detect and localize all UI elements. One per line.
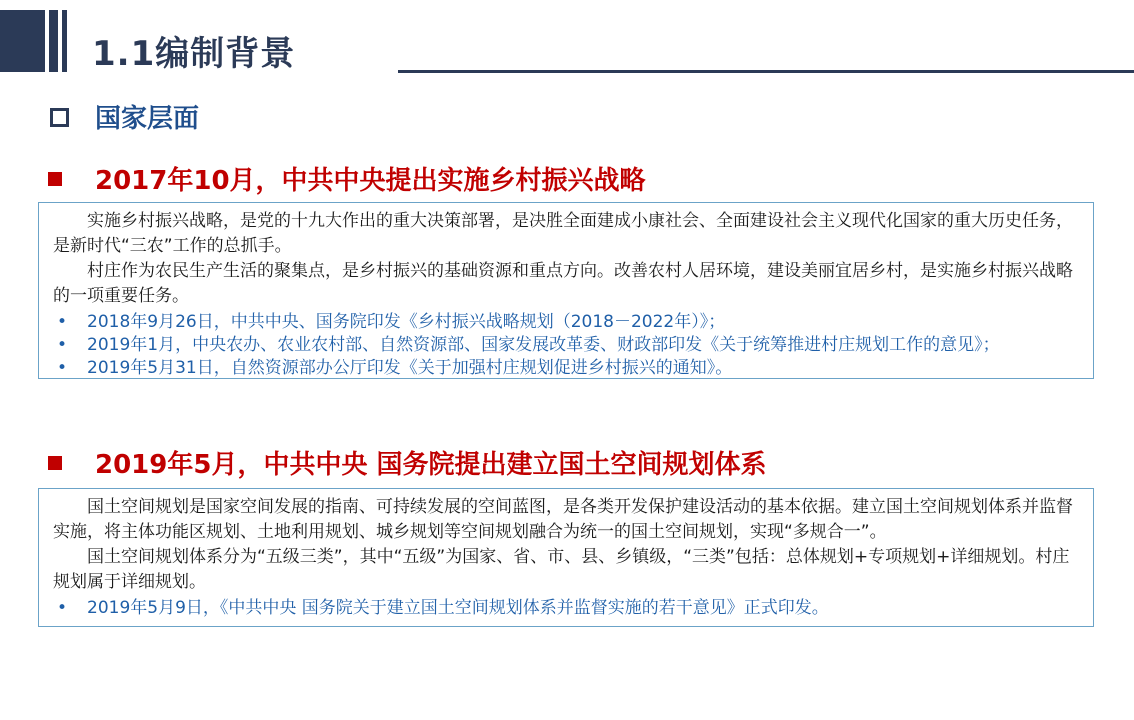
block2-bullet-list	[53, 597, 1083, 620]
block2-paragraph-2: 国土空间规划体系分为“五级三类”，其中“五级”为国家、省、市、县、乡镇级，“三类”包括：总体规划+专项规划+详细规划。村庄规划属于详细规划。	[53, 547, 1070, 592]
bullet-icon: •	[57, 358, 68, 378]
list-item: • 2019年5月9日，《中共中央 国务院关于建立国土空间规划体系并监督实施的若干意见》正式印发。	[57, 598, 829, 618]
bullet-icon: •	[57, 312, 68, 332]
checkbox-icon	[50, 108, 69, 127]
title-underline	[398, 70, 1134, 73]
block2-heading: 2019年5月，中共中央 国务院提出建立国土空间规划体系	[95, 450, 767, 480]
square-bullet-icon	[48, 172, 62, 186]
block1-content-box	[38, 202, 1094, 379]
list-item: • 2019年5月31日，自然资源部办公厅印发《关于加强村庄规划促进乡村振兴的通知》。	[57, 358, 733, 378]
block1-paragraph-2: 村庄作为农民生产生活的聚集点，是乡村振兴的基础资源和重点方向。改善农村人居环境，建设美丽宜居乡村，是实施乡村振兴战略的一项重要任务。	[53, 261, 1073, 306]
block1-bullet-list	[53, 311, 1083, 380]
block1-paragraph-1: 实施乡村振兴战略，是党的十九大作出的重大决策部署，是决胜全面建成小康社会、全面建设社会主义现代化国家的重大历史任务，是新时代“三农”工作的总抓手。	[53, 211, 1073, 256]
title-decoration-bar-medium	[49, 10, 58, 72]
list-item: • 2018年9月26日，中共中央、国务院印发《乡村振兴战略规划（2018－2022年）》；	[57, 312, 726, 332]
bullet-icon: •	[57, 598, 68, 618]
title-decoration-bar-wide	[0, 10, 45, 72]
list-item: • 2019年1月，中央农办、农业农村部、自然资源部、国家发展改革委、财政部印发《关于统筹推进村庄规划工作的意见》；	[57, 335, 1000, 355]
square-bullet-icon	[48, 456, 62, 470]
title-decoration-bar-thin	[62, 10, 67, 72]
page-title: 1.1编制背景	[92, 34, 296, 74]
block1-heading: 2017年10月，中共中央提出实施乡村振兴战略	[95, 166, 646, 196]
section-heading: 国家层面	[95, 104, 200, 134]
block2-content-box	[38, 488, 1094, 627]
bullet-icon: •	[57, 335, 68, 355]
block2-paragraph-1: 国土空间规划是国家空间发展的指南、可持续发展的空间蓝图，是各类开发保护建设活动的基本依据。建立国土空间规划体系并监督实施，将主体功能区规划、土地利用规划、城乡规划等空间规划融合为统一的国土空间规划，实现“多规合一”。	[53, 497, 1073, 542]
